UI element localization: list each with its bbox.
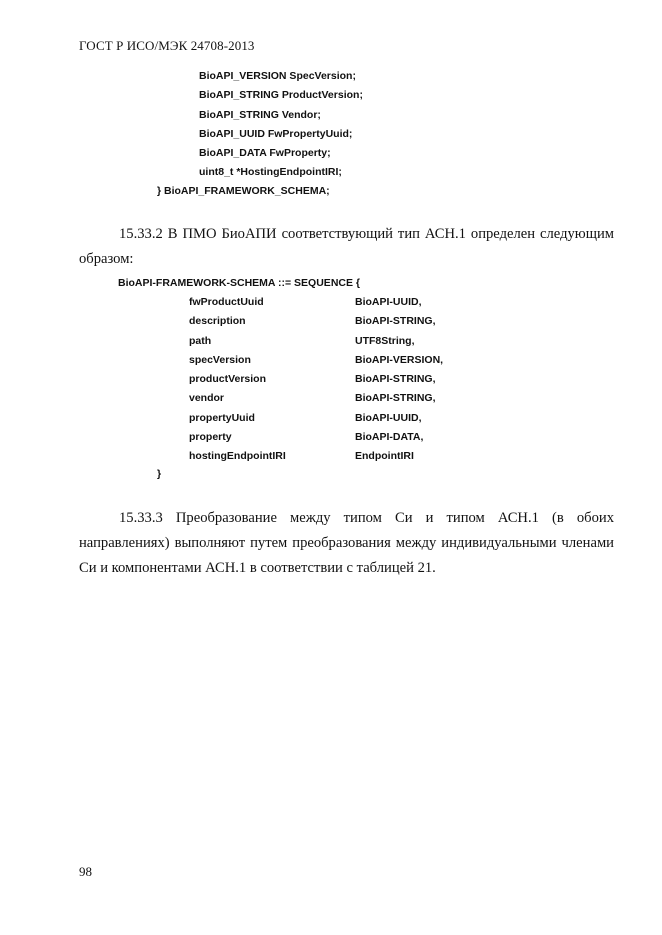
asn1-field-row <box>189 447 443 466</box>
asn1-field-row <box>189 293 443 312</box>
asn1-field-type: BioAPI-UUID, <box>355 411 422 424</box>
asn1-field-name: property <box>189 431 232 444</box>
c-struct-field-line: BioAPI_UUID FwPropertyUuid; <box>199 127 353 140</box>
c-struct-field-line: BioAPI_STRING Vendor; <box>199 108 321 121</box>
asn1-field-name: fwProductUuid <box>189 296 264 308</box>
c-struct-close: } BioAPI_FRAMEWORK_SCHEMA; <box>157 185 330 197</box>
asn1-field-type: BioAPI-STRING, <box>355 392 436 405</box>
asn1-field-name: productVersion <box>189 373 267 386</box>
c-struct-fields <box>199 67 363 183</box>
asn1-field-type: BioAPI-STRING, <box>355 315 436 328</box>
asn1-field-row <box>189 351 443 370</box>
asn1-field-name: vendor <box>189 392 225 405</box>
document-header: ГОСТ Р ИСО/МЭК 24708-2013 <box>79 38 255 53</box>
c-struct-field-line: uint8_t *HostingEndpointIRI; <box>199 166 342 179</box>
asn1-field-name: hostingEndpointIRI <box>189 450 286 463</box>
paragraph-15-33-2: 15.33.2 В ПМО БиоАПИ соответствующий тип АСН.1 определен следующим образом: <box>79 226 614 267</box>
asn1-field-name: specVersion <box>189 353 251 366</box>
asn1-field-row <box>189 312 443 331</box>
asn1-sequence-close: } <box>157 468 162 480</box>
asn1-field-type: EndpointIRI <box>355 450 414 463</box>
c-struct-field-line: BioAPI_VERSION SpecVersion; <box>199 70 356 82</box>
asn1-sequence-fields <box>189 293 443 467</box>
asn1-field-name: description <box>189 315 246 328</box>
asn1-field-type: BioAPI-VERSION, <box>355 353 444 366</box>
page-number: 98 <box>79 864 92 879</box>
asn1-field-row <box>189 428 443 447</box>
asn1-field-type: UTF8String, <box>355 334 415 347</box>
asn1-field-row <box>189 370 443 389</box>
asn1-field-row <box>189 332 443 351</box>
asn1-field-row <box>189 409 443 428</box>
asn1-field-type: BioAPI-STRING, <box>355 373 436 386</box>
asn1-sequence-header: BioAPI-FRAMEWORK-SCHEMA ::= SEQUENCE { <box>118 277 360 289</box>
asn1-field-name: path <box>189 334 212 347</box>
asn1-field-type: BioAPI-DATA, <box>355 431 424 444</box>
c-struct-field-line: BioAPI_STRING ProductVersion; <box>199 89 363 102</box>
c-struct-field-line: BioAPI_DATA FwProperty; <box>199 147 331 160</box>
asn1-field-type: BioAPI-UUID, <box>355 296 422 308</box>
asn1-field-name: propertyUuid <box>189 411 255 424</box>
paragraph-15-33-3: 15.33.3 Преобразование между типом Си и типом АСН.1 (в обоих направлениях) выполняют путем преобразования между индивидуальными членами Си и компонентами АСН.1 в соответствии с таблицей 21. <box>79 510 614 576</box>
asn1-field-row <box>189 389 443 408</box>
